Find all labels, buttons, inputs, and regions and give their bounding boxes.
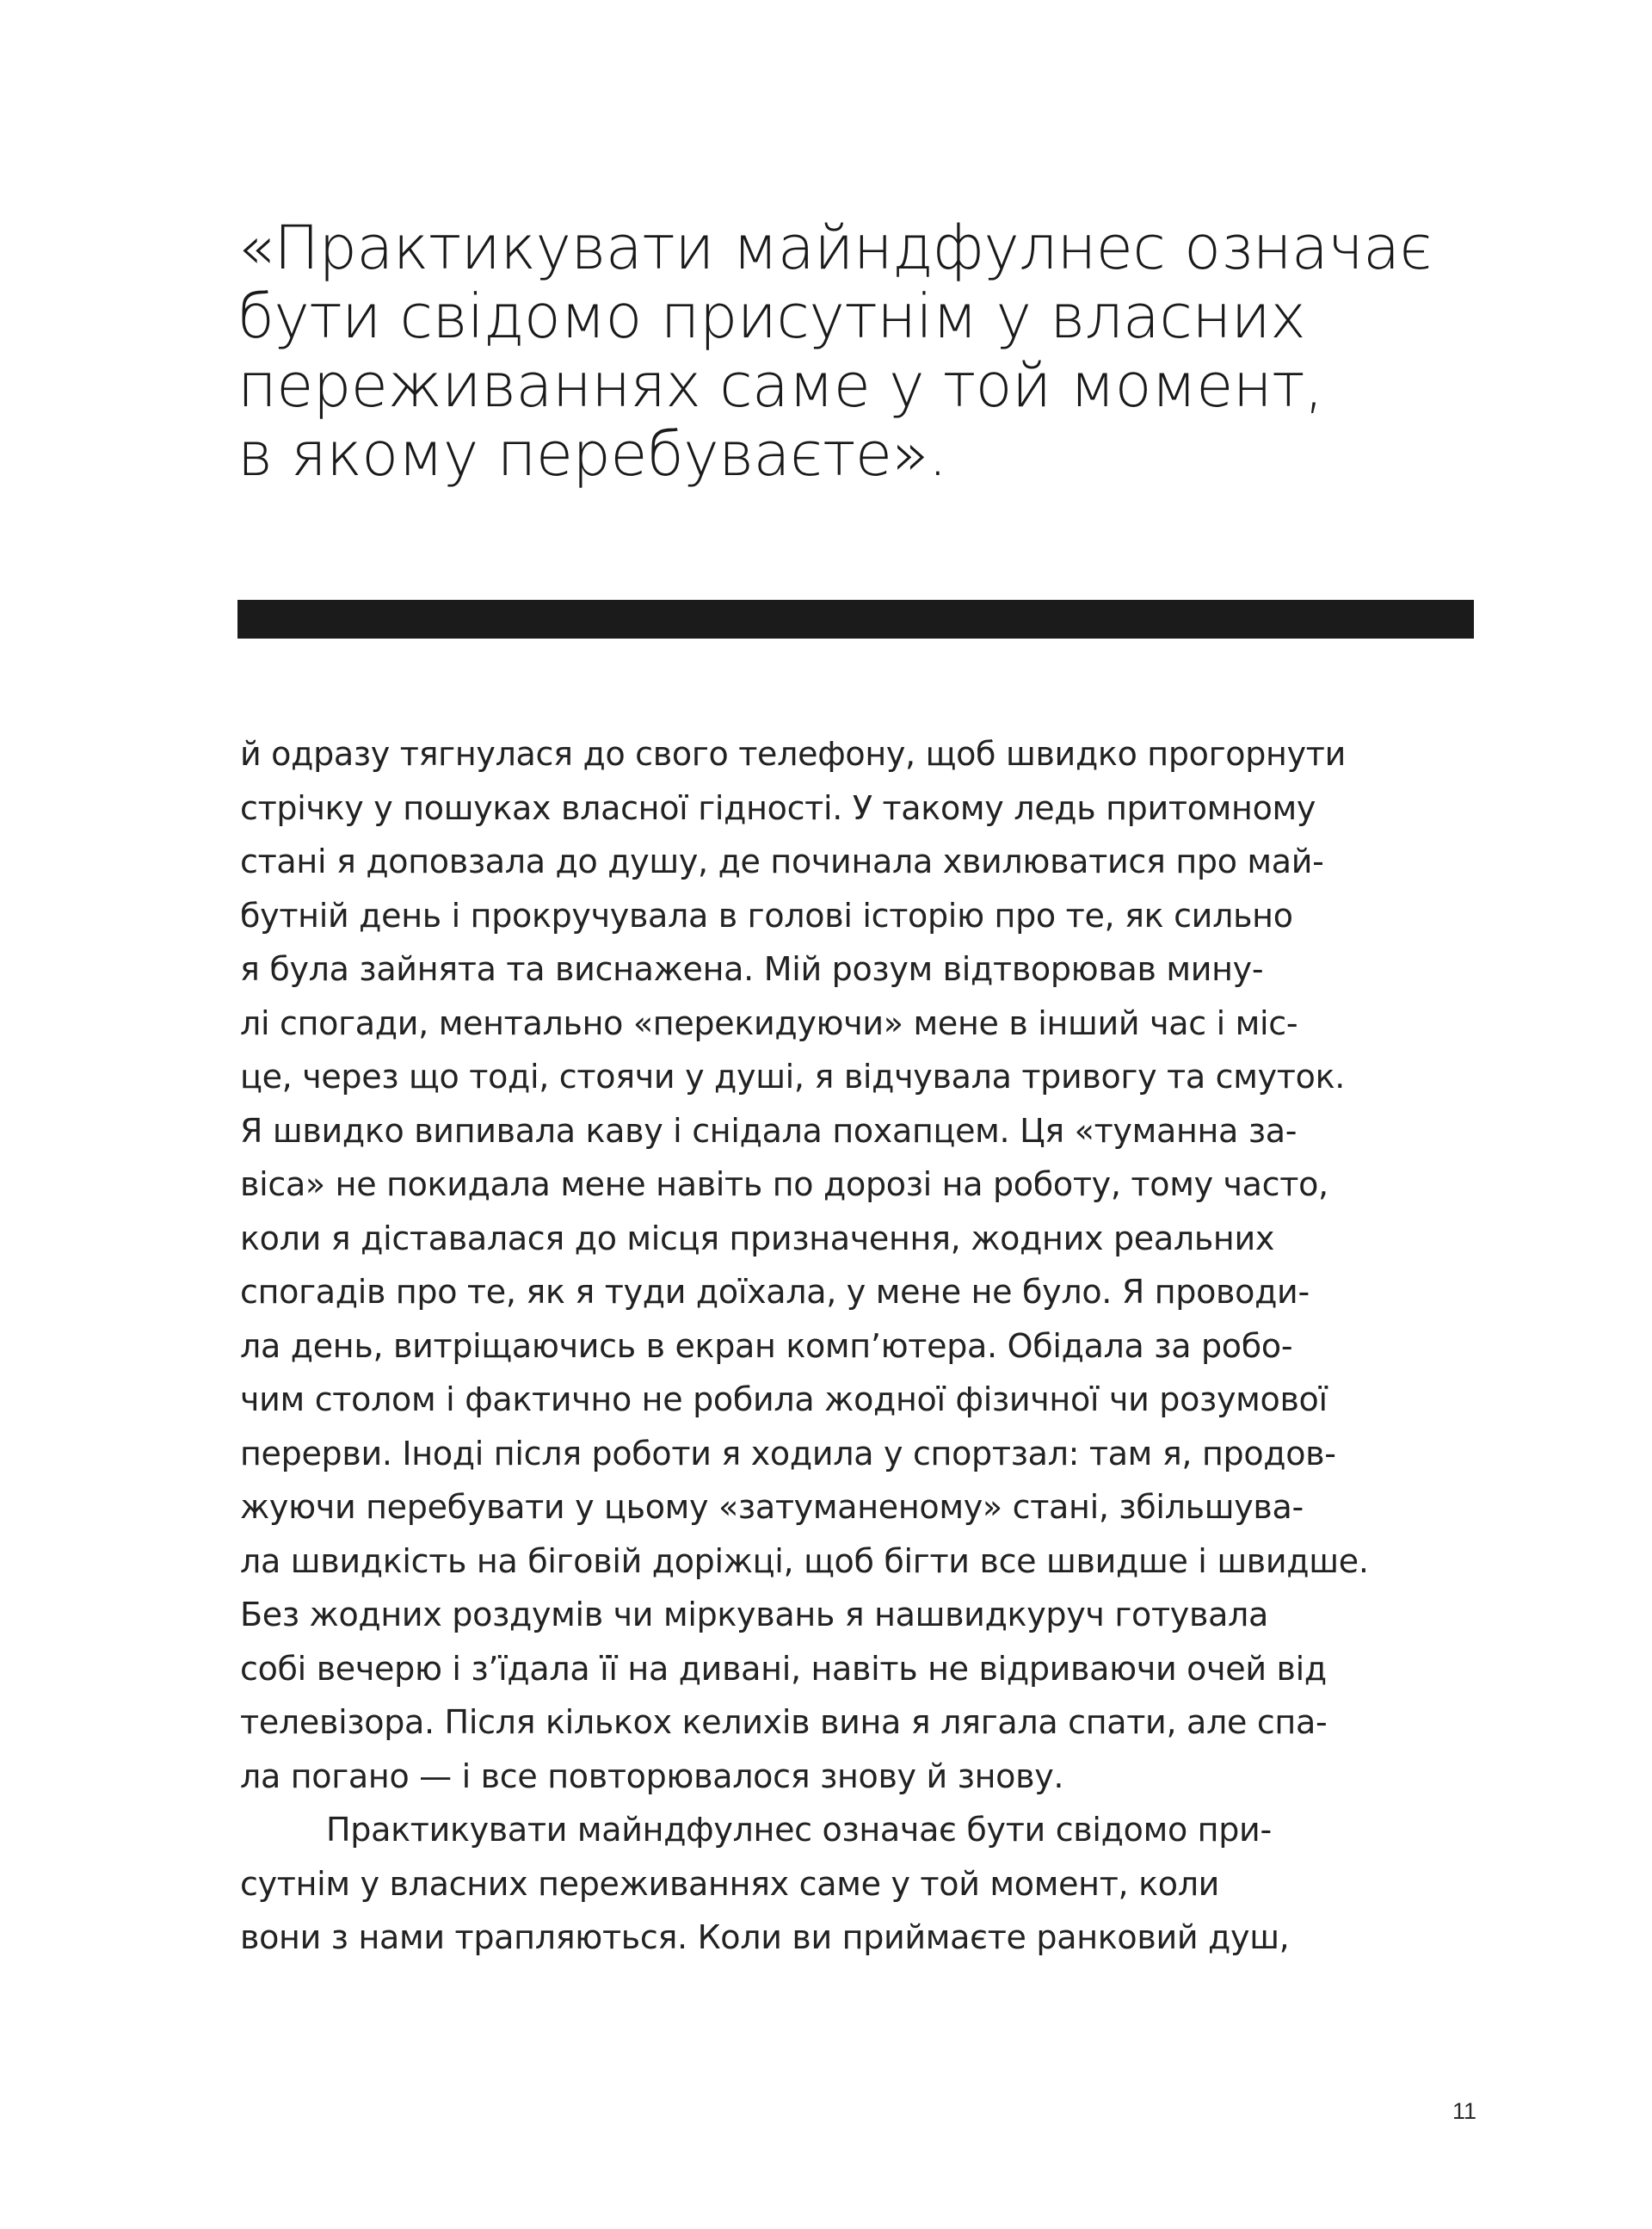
body-line: ла погано — і все повторювалося знову й знову. [240, 1757, 1064, 1795]
body-line: Без жодних роздумів чи міркувань я нашвидкуруч готувала [240, 1596, 1269, 1633]
body-line: собі вечерю і з’їдала її на дивані, навіть не відриваючи очей від [240, 1649, 1327, 1688]
body-line: спогадів про те, як я туди доїхала, у мене не було. Я проводи- [240, 1273, 1310, 1311]
body-line: чим столом і фактично не робила жодної фізичної чи розумової [240, 1380, 1328, 1418]
divider-bar [237, 600, 1474, 639]
body-line: ла швидкість на біговій доріжці, щоб бігти все швидше і швидше. [240, 1541, 1369, 1580]
body-line: Я швидко випивала каву і снідала похапцем. Ця «туманна за- [240, 1111, 1298, 1150]
pull-quote [237, 213, 1494, 489]
body-line: віса» не покидала мене навіть по дорозі на роботу, тому часто, [240, 1165, 1328, 1203]
page-number: 11 [1452, 2098, 1476, 2124]
body-line: стані я доповзала до душу, де починала хвилюватися про май- [240, 843, 1324, 880]
pull-quote-line: переживаннях саме у той момент, [237, 350, 1323, 421]
body-line: телевізора. Після кількох келихів вина я лягала спати, але спа- [240, 1703, 1328, 1741]
body-line: бутній день і прокручувала в голові історію про те, як сильно [240, 896, 1293, 935]
body-text [240, 727, 1479, 1965]
body-line: лі спогади, ментально «перекидуючи» мене в інший час і міс- [240, 1003, 1298, 1042]
body-line: стрічку у пошуках власної гідності. У такому ледь притомному [240, 788, 1316, 827]
body-line: я була зайнята та виснажена. Мій розум відтворював мину- [240, 950, 1264, 988]
pull-quote-line: бути свідомо присутнім у власних [237, 281, 1306, 352]
body-line: сутнім у власних переживаннях саме у той момент, коли [240, 1864, 1220, 1903]
body-line: коли я діставалася до місця призначення, жодних реальних [240, 1219, 1275, 1257]
body-line: перерви. Іноді після роботи я ходила у спортзал: там я, продов- [240, 1434, 1336, 1473]
pull-quote-line: в якому перебуваєте». [237, 419, 947, 490]
body-line: жуючи перебувати у цьому «затуманеному» стані, збільшува- [240, 1488, 1304, 1526]
paragraph-start-line: Практикувати майндфулнес означає бути свідомо при- [326, 1811, 1272, 1849]
pull-quote-line: «Практикувати майндфулнес означає [237, 213, 1433, 283]
body-line: ла день, витріщаючись в екран комп’ютера. Обідала за робо- [240, 1326, 1293, 1365]
body-line: й одразу тягнулася до свого телефону, щоб швидко прогорнути [240, 735, 1347, 773]
body-line: вони з нами трапляються. Коли ви приймаєте ранковий душ, [240, 1918, 1290, 1956]
body-line: це, через що тоді, стоячи у душі, я відчувала тривогу та смуток. [240, 1058, 1346, 1096]
